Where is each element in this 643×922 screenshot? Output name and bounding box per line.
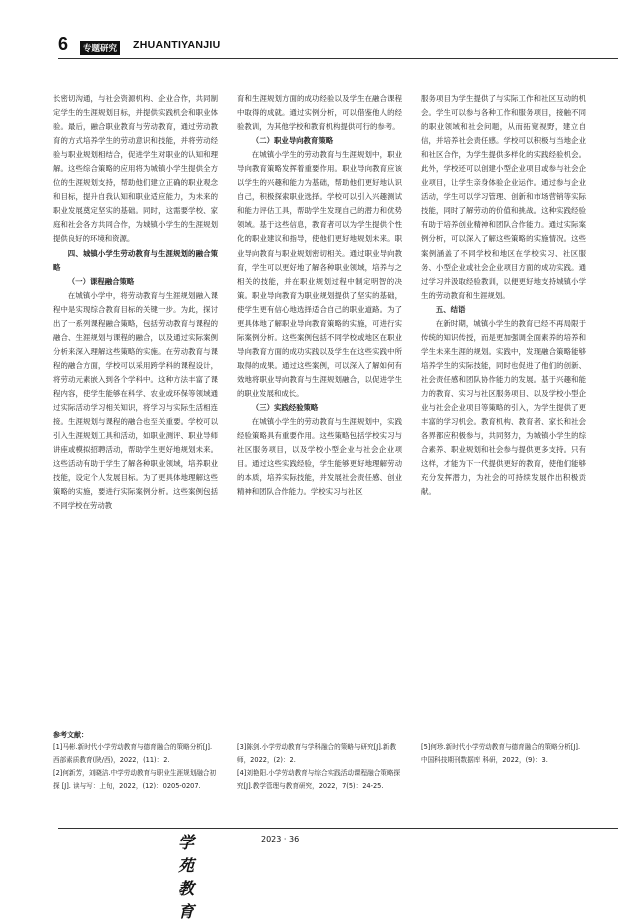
header-divider — [58, 58, 618, 59]
body-paragraph: 在城镇小学生的劳动教育与生涯规划中，职业导向教育策略发挥着重要作用。职业导向教育应该以学生的兴趣和能力为基础，帮助他们更好地认识自己，积极探索职业选择。学校可以引入兴趣测试和能力评估工具，帮助学生发现自己的潜力和优势领域。基于这些信息，教育者可以为学生提供个性化的职业建议和指导，使他们更好地规划未来。职业导向教育与职业规划密切相关。通过职业导向教育，学生可以更好地了解各种职业领域，培养与之相关的技能，并在职业规划过程中制定明智的决策。职业导向教育为职业规划提供了坚实的基础，使学生更有信心地选择适合自己的职业道路。为了更具体地了解职业导向教育策略的实施，可进行实际案例分析。这些案例包括不同学校或地区在职业导向教育方面的成功实践以及学生在这些实践中所取得的成果。通过这些案例，可以深入了解如何有效地将职业导向教育与生涯规划融合，以促进学生的职业发展和成长。 — [237, 150, 402, 398]
section-heading: 五、结语 — [435, 304, 466, 314]
footer-divider — [58, 828, 618, 829]
section-heading: （一）课程融合策略 — [67, 276, 135, 286]
page-number: 6 — [58, 34, 69, 54]
body-paragraph: 在城镇小学中，将劳动教育与生涯规划融入课程中是实现综合教育目标的关键一步。为此，探讨出了一系列课程融合策略，包括劳动教育与课程的融合、生涯规划与课程的融合，以及通过实际案例分析来深入理解这些策略的实施。在劳动教育与课程的融合方面，学校可以采用跨学科的课程设计，将劳动元素嵌入到各个学科中。这种方法丰富了课程内容，使学生能够在科学、农业或环保等领域通过实际活动学习相关知识，将学习与实际生活相连接。生涯规划与课程的融合也至关重要。学校可以引入生涯规划工具和活动，如职业测评、职业导师讲座或模拟招聘活动，帮助学生更好地规划未来。这些活动有助于学生了解各种职业领域，培养职业技能，设定个人发展目标。为了更具体地理解这些策略的实施，要进行实际案例分析。这些案例包括不同学校在劳动教 — [53, 290, 218, 511]
body-paragraph: 长密切沟通，与社会资源机构、企业合作，共同制定学生的生涯规划目标，并提供实践机会和职业体验。最后，融合职业教育与劳动教育，通过劳动教育的方式培养学生的劳动意识和技能，并将劳动经验与职业规划相结合，促进学生对职业的认知和理解。这些综合策略的应用将为城镇小学生提供全方位的生涯规划支持，帮助他们建立正确的职业观念和目标，提升自我认知和职业适应能力，为未来的职业发展奠定坚实的基础。同时，这需要学校、家庭和社会各方共同合作，为城镇小学生的生涯规划提供良好的环境和资源。 — [53, 94, 218, 244]
text-column-2 — [237, 92, 402, 499]
body-paragraph: 在城镇小学生的劳动教育与生涯规划中，实践经验策略具有重要作用。这些策略包括学校实习与社区服务项目，以及学校小型企业与社会企业项目。通过这些实践经验，学生能够更好地理解劳动的本质，培养实际技能，并发展社会责任感、创业精神和团队合作能力。学校实习与社区 — [237, 417, 402, 497]
references-title: 参考文献： — [53, 731, 88, 739]
body-paragraph: 服务项目为学生提供了与实际工作和社区互动的机会。学生可以参与各种工作和服务项目，接触不同的职业领域和社会问题，从而拓宽视野，建立自信，并培养社会责任感。学校可以积极与当地企业和社区合作，为学生提供多样化的实践经验机会。此外，学校还可以创建小型企业项目或参与社会企业项目，让学生亲身体验企业运作。通过参与企业活动，学生可以学习管理、创新和市场营销等实际技能，同时了解劳动的价值和挑战。这种实践经验有助于培养创业精神和团队合作能力。通过实际案例分析，可以深入了解这些策略的实施情况。这些案例涵盖了不同学校和地区在学校实习、社区服务、小型企业或社会企业项目方面的成功实践。通过学习并汲取经验教训，以便更好地支持城镇小学生的劳动教育和生涯规划。 — [421, 94, 586, 300]
issue-number: 2023 · 36 — [261, 835, 300, 844]
column-pinyin: ZHUANTIYANJIU — [133, 39, 221, 51]
references-column-2 — [237, 741, 402, 793]
reference-entry: [4]刘艳阳.小学劳动教育与综合实践活动课程融合策略探究[J].教学管理与教育研究，2022，7(5)：24-25. — [237, 769, 401, 790]
reference-entry: [2]何新芳，刘晓洁.中学劳动教育与职业生涯规划融合初探 [J]. 读与写：上旬，2022，(12)：0205-0207. — [53, 769, 217, 790]
section-heading: （二）职业导向教育策略 — [251, 136, 334, 146]
column-tag: 专题研究 — [80, 41, 120, 55]
section-heading: 四、城镇小学生劳动教育与生涯规划的融合策略 — [53, 248, 218, 272]
reference-entry: [5]何珍.新时代小学劳动教育与德育融合的策略分析[J].中国科技期刊数据库 科研，2022，(9)：3. — [421, 743, 581, 764]
journal-logo: 学苑教育 — [178, 833, 196, 921]
page-header — [58, 34, 618, 56]
text-column-1 — [53, 92, 218, 513]
body-paragraph: 育和生涯规划方面的成功经验以及学生在融合课程中取得的成就。通过实例分析，可以借鉴他人的经验教训，为其他学校和教育机构提供可行的参考。 — [237, 94, 402, 132]
body-paragraph: 在新时期，城镇小学生的教育已经不再局限于传统的知识传授，而是更加强调全面素养的培养和学生未来生涯的规划。实践中，发现融合策略能够培养学生的实际技能，同时也促进了他们的创新、社会责任感和团队协作能力的发展。基于兴趣和能力的教育、实习与社区服务项目、以及学校小型企业与社会企业项目等策略的引入，为学生提供了更丰富的学习机会。教育机构、教育者、家长和社会各界都应积极参与，共同努力，为城镇小学生的综合素养、职业规划和社会参与提供更多支持。只有这样，才能为下一代提供更好的教育，使他们能够充分发挥潜力，为社会的可持续发展作出积极贡献。 — [421, 318, 586, 497]
section-heading: （三）实践经验策略 — [251, 403, 319, 413]
references-column-3 — [421, 741, 586, 767]
references-column-1 — [53, 741, 218, 793]
reference-entry: [1]马彬.新时代小学劳动教育与德育融合的策略分析[J].西部素质教育(陕/西)，2022，(11)：2. — [53, 743, 213, 764]
text-column-3 — [421, 92, 586, 499]
reference-entry: [3]陈剑.小学劳动教育与学科融合的策略与研究[J].新教师，2022，(2)：2. — [237, 743, 397, 764]
